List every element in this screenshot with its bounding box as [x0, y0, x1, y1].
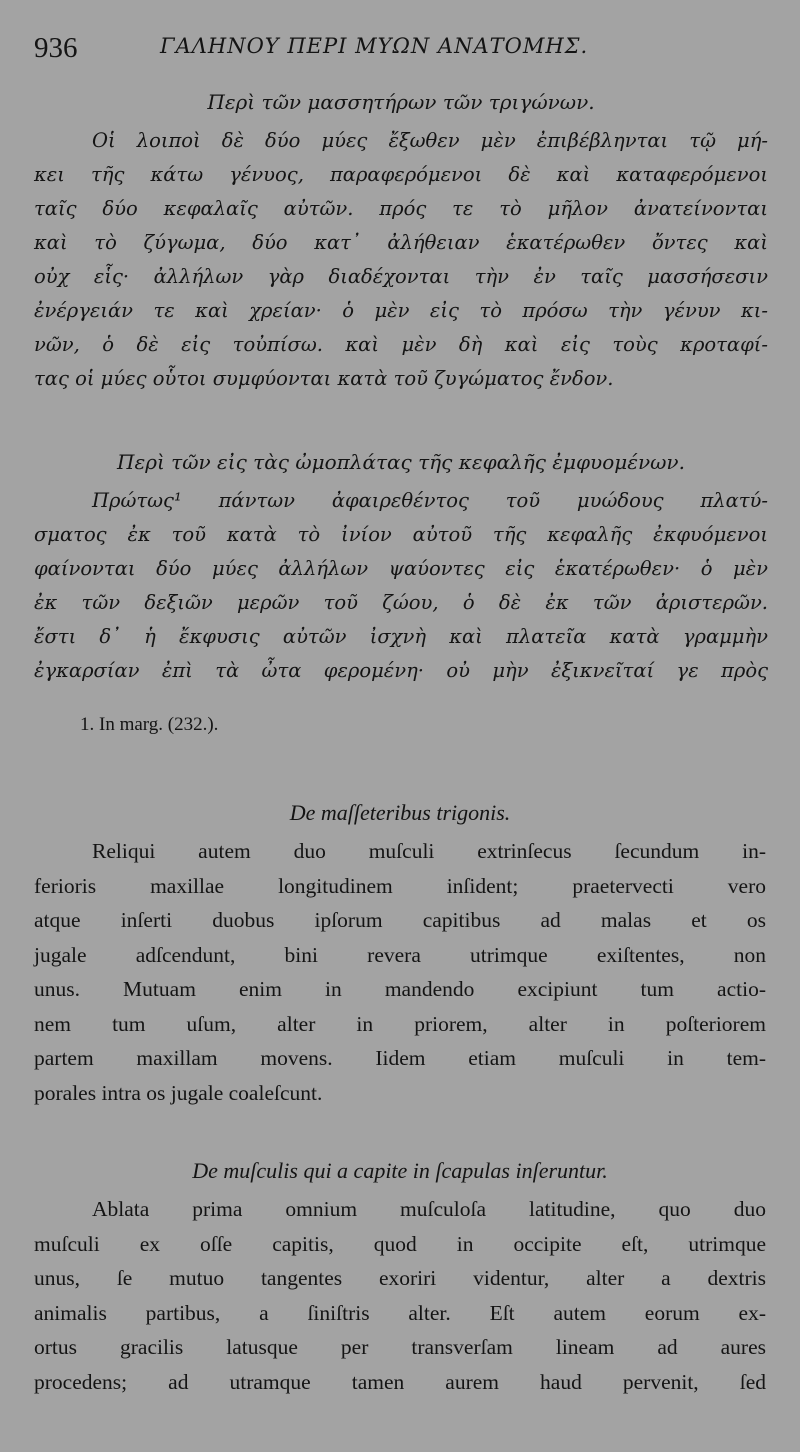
page-header: [34, 30, 774, 70]
text-line: κει τῆς κάτω γένυος, παραφερόμενοι δὲ καὶ καταφερόμενοι: [34, 163, 768, 186]
text-line: ortus gracilis latusque per transverſam lineam ad aures: [34, 1335, 766, 1359]
greek-paragraph: [34, 484, 768, 688]
greek-section-scapulae: [34, 440, 768, 702]
text-line: ἐνέργειάν τε καὶ χρείαν· ὁ μὲν εἰς τὸ πρόσω τὴν γένυν κι-: [34, 299, 768, 322]
text-line: φαίνονται δύο μύες ἀλλήλων ψαύοντες εἰς ἑκατέρωθεν· ὁ μὲν: [34, 557, 768, 580]
section-heading: De muſculis qui a capite in ſcapulas inſeruntur.: [192, 1158, 608, 1183]
text-line: οὐχ εἷς· ἀλλήλων γὰρ διαδέχονται τὴν ἐν ταῖς μασσήσεσιν: [34, 265, 768, 288]
text-line: porales intra os jugale coaleſcunt.: [34, 1080, 323, 1105]
text-line: Οἱ λοιποὶ δὲ δύο μύες ἔξωθεν μὲν ἐπιβέβληνται τῷ μή-: [92, 129, 768, 152]
text-line: Reliqui autem duo muſculi extrinſecus ſecundum in-: [92, 839, 766, 863]
latin-section-masseters: [34, 792, 766, 1110]
text-line: σματος ἐκ τοῦ κατὰ τὸ ἰνίον αὐτοῦ τῆς κεφαλῆς ἐκφυόμενοι: [34, 523, 768, 546]
text-line: atque inſerti duobus ipſorum capitibus ad malas et os: [34, 908, 766, 932]
text-line: ferioris maxillae longitudinem inſident; praetervecti vero: [34, 873, 766, 898]
running-head: ΓΑΛΗΝΟΥ ΠΕΡΙ ΜΥΩΝ ΑΝΑΤΟΜΗΣ.: [160, 34, 589, 58]
text-line: animalis partibus, a ſiniſtris alter. Eſt autem eorum ex-: [34, 1300, 766, 1325]
text-line: unus. Mutuam enim in mandendo excipiunt tum actio-: [34, 977, 766, 1001]
page-number: 936: [34, 32, 78, 64]
text-line: Πρώτως¹ πάντων ἀφαιρεθέντος τοῦ μυώδους πλατύ-: [92, 489, 768, 512]
text-line: ἔστι δ᾽ ἡ ἔκφυσις αὐτῶν ἰσχνὴ καὶ πλατεῖα κατὰ γραμμὴν: [34, 625, 768, 648]
text-line: ταῖς δύο κεφαλαῖς αὐτῶν. πρός τε τὸ μῆλον ἀνατείνονται: [34, 197, 768, 220]
text-line: Ablata prima omnium muſculoſa latitudine, quo duo: [92, 1197, 766, 1221]
text-line: muſculi ex oſſe capitis, quod in occipite eſt, utrimque: [34, 1231, 766, 1256]
latin-section-scapulae: [34, 1150, 766, 1399]
text-line: τας οἱ μύες οὗτοι συμφύονται κατὰ τοῦ ζυγώματος ἔνδον.: [34, 367, 614, 390]
section-heading: Περὶ τῶν εἰς τὰς ὠμοπλάτας τῆς κεφαλῆς ἐμφυομένων.: [117, 450, 685, 474]
text-line: ἐγκαρσίαν ἐπὶ τὰ ὦτα φερομένη· οὐ μὴν ἐξικνεῖταί γε πρὸς: [34, 659, 768, 682]
text-line: unus, ſe mutuo tangentes exoriri videntur, alter a dextris: [34, 1266, 766, 1290]
text-line: νῶν, ὁ δὲ εἰς τοὐπίσω. καὶ μὲν δὴ καὶ εἰς τοὺς κροταφί-: [34, 333, 768, 356]
latin-paragraph: [34, 1192, 766, 1399]
greek-paragraph: [34, 124, 768, 396]
section-heading: Περὶ τῶν μασσητήρων τῶν τριγώνων.: [207, 90, 595, 114]
text-line: nem tum uſum, alter in priorem, alter in poſteriorem: [34, 1011, 766, 1036]
latin-paragraph: [34, 834, 766, 1110]
greek-section-masseters: [34, 80, 768, 410]
text-line: jugale adſcendunt, bini revera utrimque exiſtentes, non: [34, 942, 766, 967]
text-line: ἐκ τῶν δεξιῶν μερῶν τοῦ ζώου, ὁ δὲ ἐκ τῶν ἀριστερῶν.: [34, 591, 768, 614]
text-line: procedens; ad utramque tamen aurem haud pervenit, ſed: [34, 1369, 766, 1394]
footnote: 1. In marg. (232.).: [80, 714, 219, 735]
text-line: καὶ τὸ ζύγωμα, δύο κατ᾽ ἀλήθειαν ἑκατέρωθεν ὄντες καὶ: [34, 231, 768, 254]
section-heading: De maſſeteribus trigonis.: [289, 800, 511, 825]
text-line: partem maxillam movens. Iidem etiam muſculi in tem-: [34, 1046, 766, 1070]
